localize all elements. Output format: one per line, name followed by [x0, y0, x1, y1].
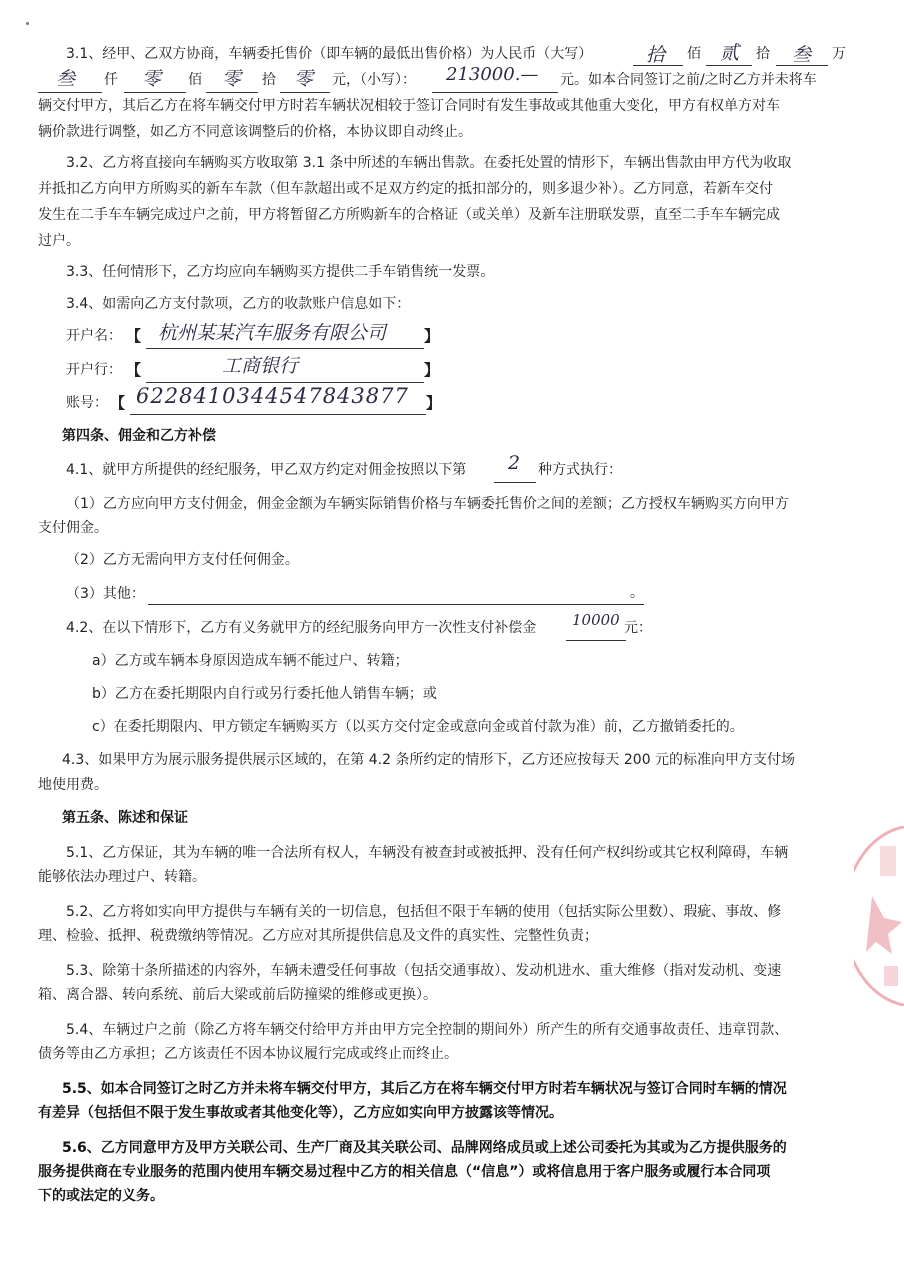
account-name-label: 开户名：: [66, 328, 122, 344]
hw-san: 叁: [792, 44, 812, 66]
clause-4-3-line1: 4.3、如果甲方为展示服务提供展示区域的，在第 4.2 条所约定的情形下，乙方还应按每天 200 元的标准向甲方支付场: [62, 752, 796, 768]
account-name-right-bracket: 】: [424, 327, 440, 345]
hw-qian: 叁: [56, 68, 76, 90]
clause-5-4-line2: 债务等由乙方承担；乙方该责任不因本协议履行完成或终止而终止。: [38, 1046, 458, 1062]
clause-5-3-line2: 箱、离合器、转向系统、前后大梁或前后防撞梁的维修或更换）。: [38, 987, 437, 1003]
hw-er: 贰: [720, 42, 740, 64]
unit-yuan: 元，（小写）：: [332, 72, 416, 88]
unit-bai: 佰: [687, 46, 701, 62]
clause-4-2-a: a）乙方或车辆本身原因造成车辆不能过户、转籍；: [92, 653, 409, 669]
account-number-label: 账号：: [66, 395, 108, 411]
commission-option-handwriting: 2: [508, 452, 521, 474]
unit-qian: 仟: [104, 72, 118, 88]
clause-3-1-line4: 辆价款进行调整，如乙方不同意该调整后的价格，本协议即自动终止。: [38, 124, 472, 140]
account-name-handwriting: 杭州某某汽车服务有限公司: [158, 322, 387, 344]
clause-5-2-line2: 理、检验、抵押、税费缴纳等情况。乙方应对其所提供信息及文件的真实性、完整性负责；: [38, 928, 598, 944]
clause-5-5-line2: 有差异（包括但不限于发生事故或者其他变化等），乙方应如实向甲方披露该等情况。: [38, 1105, 563, 1121]
clause-3-1-text: 3.1、经甲、乙双方协商，车辆委托售价（即车辆的最低出售价格）为人民币（大写）: [66, 46, 593, 62]
account-number-left-bracket: 【: [110, 394, 126, 412]
bank-handwriting: 工商银行: [222, 355, 299, 377]
clause-3-1-line3: 辆交付甲方，其后乙方在将车辆交付甲方时若车辆状况相较于签订合同时有发生事故或其他重大变化，甲方有权单方对车: [38, 98, 780, 114]
clause-3-2-line1: 3.2、乙方将直接向车辆购买方收取第 3.1 条中所述的车辆出售款。在委托处置的情形下，车辆出售款由甲方代为收取: [66, 155, 792, 171]
clause-4-2-tail: 元：: [624, 620, 652, 636]
compensation-handwriting: 10000: [572, 611, 620, 629]
clause-3-2-line2: 并抵扣乙方向甲方所购买的新车车款（但车款超出或不足双方约定的抵扣部分的，则多退少补）。乙方同意，若新车交付: [38, 181, 773, 197]
clause-3-4-intro: 3.4、如需向乙方支付款项，乙方的收款账户信息如下：: [66, 296, 411, 312]
clause-4-2-c: c）在委托期限内、甲方锁定车辆购买方（以买方交付定金或意向金或首付款为准）前，乙方撤销委托的。: [92, 719, 744, 735]
hw-amount-small: 213000.—: [446, 64, 539, 85]
clause-5-4-line1: 5.4、车辆过户之前（除乙方将车辆交付给甲方并由甲方完全控制的期间外）所产生的所有交通事故责任、违章罚款、: [66, 1022, 789, 1038]
unit-shi-2: 拾: [262, 72, 276, 88]
clause-5-3-line1: 5.3、除第十条所描述的内容外，车辆未遭受任何事故（包括交通事故）、发动机进水、重大维修（指对发动机、变速: [66, 963, 782, 979]
clause-3-1-line1: [66, 44, 592, 64]
account-number-right-bracket: 】: [426, 394, 442, 412]
article-5-title: 第五条、陈述和保证: [62, 810, 188, 826]
clause-4-2-text: 4.2、在以下情形下，乙方有义务就甲方的经纪服务向甲方一次性支付补偿金: [66, 620, 537, 636]
clause-5-1-line1: 5.1、乙方保证，其为车辆的唯一合法所有权人，车辆没有被查封或被抵押、没有任何产权纠纷或其它权利障碍，车辆: [66, 845, 789, 861]
clause-3-1-line2-tail: 元。如本合同签订之前/之时乙方并未将车: [560, 72, 817, 88]
account-number-handwriting: 6228410344547843877: [136, 384, 409, 408]
option-1-line1: （1）乙方应向甲方支付佣金，佣金金额为车辆实际销售价格与车辆委托售价之间的差额；乙方授权车辆购买方向甲方: [66, 496, 789, 512]
clause-5-6-line2: 服务提供商在专业服务的范围内使用车辆交易过程中乙方的相关信息（“信息”）或将信息用于客户服务或履行本合同项: [38, 1164, 771, 1180]
option-3-blank: [148, 582, 644, 605]
unit-wan: 万: [832, 46, 846, 62]
option-1-line2: 支付佣金。: [38, 520, 108, 536]
clause-5-5-line1: 5.5、如本合同签订之时乙方并未将车辆交付甲方，其后乙方在将车辆交付甲方时若车辆状况与签订合同时车辆的情况: [62, 1081, 787, 1097]
unit-bai-2: 佰: [188, 72, 202, 88]
hw-shi-wan: 拾: [646, 44, 666, 66]
clause-4-1-tail: 种方式执行：: [538, 462, 622, 478]
scan-speck: [26, 22, 29, 25]
clause-4-1-text: 4.1、就甲方所提供的经纪服务，甲乙双方约定对佣金按照以下第: [66, 462, 467, 478]
clause-4-3-line2: 地使用费。: [38, 777, 108, 793]
option-2: （2）乙方无需向甲方支付任何佣金。: [66, 552, 299, 568]
partial-seal-stamp: [854, 826, 904, 1006]
account-name-left-bracket: 【: [126, 327, 142, 345]
hw-bai: 零: [142, 68, 162, 90]
clause-4-2-b: b）乙方在委托期限内自行或另行委托他人销售车辆；或: [92, 686, 437, 702]
clause-5-6-line1: 5.6、乙方同意甲方及甲方关联公司、生产厂商及其关联公司、品牌网络成员或上述公司委托为其或为乙方提供服务的: [62, 1140, 787, 1156]
option-3-end: 。: [630, 585, 644, 601]
bank-left-bracket: 【: [126, 361, 142, 379]
bank-right-bracket: 】: [424, 361, 440, 379]
clause-3-3: 3.3、任何情形下，乙方均应向车辆购买方提供二手车销售统一发票。: [66, 264, 495, 280]
article-4-title: 第四条、佣金和乙方补偿: [62, 428, 216, 444]
hw-shi: 零: [222, 68, 242, 90]
option-3-label: （3）其他：: [66, 586, 145, 602]
clause-5-2-line1: 5.2、乙方将如实向甲方提供与车辆有关的一切信息，包括但不限于车辆的使用（包括实际公里数）、瑕疵、事故、修: [66, 904, 782, 920]
clause-3-2-line3: 发生在二手车车辆完成过户之前，甲方将暂留乙方所购新车的合格证（或关单）及新车注册联发票，直至二手车车辆完成: [38, 207, 780, 223]
clause-5-6-line3: 下的或法定的义务。: [38, 1188, 164, 1204]
hw-yuan: 零: [294, 68, 314, 90]
unit-shi: 拾: [756, 46, 770, 62]
bank-label: 开户行：: [66, 362, 122, 378]
clause-3-2-line4: 过户。: [38, 233, 80, 249]
clause-5-1-line2: 能够依法办理过户、转籍。: [38, 869, 206, 885]
